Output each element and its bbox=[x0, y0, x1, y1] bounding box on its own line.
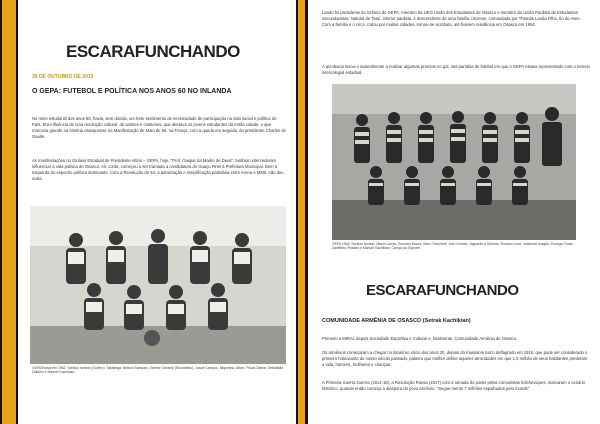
paragraph: A acrobacia levou-o naturalmente a realizar algumas proezas no gol, nas partidas de futebol em que o GEPA estava representado com o torneio intercolegial estadual. bbox=[322, 64, 590, 75]
left-page bbox=[18, 0, 296, 424]
photo-caption: GEPA/Futsal em 1962. Sentido horário (Goleiro): Tabatinga, Nelson Sampaio, Vicente Gerandi (Ricardinho), Josué Campos, Miquelino, Ailton. Fiscal Osmar. Sebastião Galdino e Manoel Kachikian. bbox=[32, 366, 284, 375]
paragraph: Os armênios começaram a chegar no Brasil no início dos anos 20, depois do massacre turco deflagrado em 1915, que pode ser considerado o primeiro holocausto do nosso século passado, palavra que melhor define aqueles atrocidades em que 1,5 milhão de seus habitantes perderam a vida, homens, mulheres e crianças. bbox=[322, 350, 588, 367]
article-heading: O GEPA: FUTEBOL E POLÍTICA NOS ANOS 60 NO INLANDA bbox=[32, 88, 232, 95]
right-page bbox=[308, 0, 600, 424]
paragraph: As manifestações no Ginásio Estadual de Presidente Altino – GEPA, hoje, "Prof. Gaspar da Madre de Deus", também intercederam influenciar a vida política de Osasco. Ali, conta, começou a ser tramada a candidatura do Guaçu Pinel à Prefeitura Municipal. Bem à esquerda do espectro político dominante. Com a Revolução de 64, a polarização e simplificação partidária entre Arena e MDB, não deu outra. bbox=[32, 158, 284, 181]
team-photo bbox=[30, 206, 286, 364]
paragraph: Primeiro a MIRAL depois Sociedade Esportiva e Cultural e, finalmente, Comunidade Armênia de Osasco. bbox=[322, 336, 518, 341]
photo-caption: GEPA 1962: Sentido horário: Nilson Landa, Tomotho Moura, Artur Chiochetti, Júlio Gomes, Jaguarão e Roberto. Rosário Lima, Valdemar Aragão, Zorrega, Rossi Zanfellini, Rosário e Manuel Kachikian. Campo do Esporte. bbox=[332, 242, 573, 251]
page-title: ESCARAFUNCHANDO bbox=[66, 42, 240, 61]
gutter bbox=[296, 0, 308, 424]
paragraph: Lando foi presidente do Grêmio do GEPA, membro da UEO União dos Estudantes de Osasco e membro da União Paulista de Estudantes Secundaristas. Natural de Tatuí, interior paulista, é descendente de uma família circense, comandada por Thomás Landa Filho, tio do Asec. Com a família e o circo, rodou por muitas cidades, tornou-se acrobata, até fixarem residência em Osasco em 1954. bbox=[322, 10, 581, 27]
article-heading: COMUNIDADE ARMÊNIA DE OSASCO (Setrak Kachikian) bbox=[322, 318, 471, 324]
page-title: ESCARAFUNCHANDO bbox=[366, 282, 519, 299]
left-border bbox=[0, 0, 20, 424]
team-photo bbox=[332, 84, 576, 240]
paragraph: No meio estudantil dos anos 60, havia, sem dúvida, um forte sentimento de necessidade de participação na vida social e política do País. Era influência de uma revolução cultural, de valores e costumes, que alertava os jovens estudantes da então cidade, o que marcaria grande na história osasquense na Manifestação de Maio de 68, na França, com a queda em seguida, do presidente Charles de Gaulle. bbox=[32, 116, 286, 139]
post-date: 26 DE OUTUBRO DE 2015 bbox=[32, 74, 94, 80]
paragraph: A Primeira Guerra Guerra (1914-18), a Revolução Russa (1917) com a tomada do poder pelos comunistas bolcheviques, marcaram o cenário histórico, quando então começa a diáspora do povo armênio. "Segue mentir 7 milhões espalhados pelo mundo". bbox=[322, 380, 586, 391]
